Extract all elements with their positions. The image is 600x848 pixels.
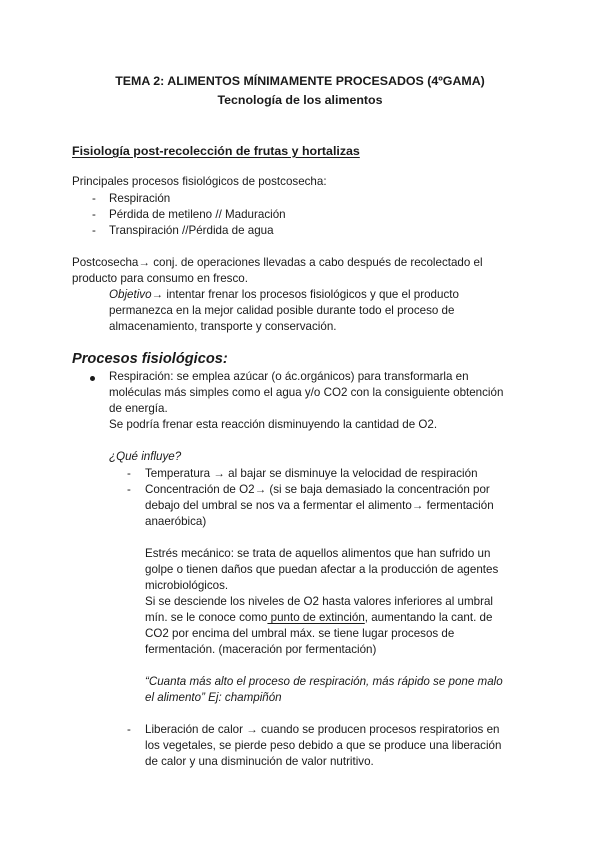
list-dash: - [92, 192, 96, 205]
list-item: Transpiración //Pérdida de agua [109, 224, 274, 237]
respiracion-line: Respiración: se emplea azúcar (o ác.orgánicos) para transformarla en [109, 370, 469, 383]
estres-line: Estrés mecánico: se trata de aquellos alimentos que han sufrido un [145, 547, 491, 560]
estres-line: microbiológicos. [145, 579, 229, 592]
estres-line: golpe o tienen daños que puedan afectar a la producción de agentes [145, 563, 499, 576]
quote-line: el alimento” Ej: champiñón [145, 691, 282, 704]
concentracion-line: Concentración de O2→ (si se baja demasiado la concentración por [145, 483, 490, 496]
co2-line: fermentación. (maceración por fermentación) [145, 643, 377, 656]
objetivo-line: almacenamiento, transporte y conservación. [109, 320, 337, 333]
extincion-post: , aumentando la cant. de [364, 611, 493, 624]
que-influye-label: ¿Qué influye? [109, 450, 182, 463]
calor-line: de calor y una disminución de valor nutritivo. [145, 755, 374, 768]
list-dash: - [92, 224, 96, 237]
respiracion-line: Se podría frenar esta reacción disminuyendo la cantidad de O2. [109, 418, 438, 431]
calor-line: los vegetales, se pierde peso debido a que se produce una liberación [145, 739, 502, 752]
temperatura-item: Temperatura → al bajar se disminuye la velocidad de respiración [145, 467, 478, 480]
calor-line: Liberación de calor → cuando se producen procesos respiratorios en [145, 723, 500, 736]
list-item: Respiración [109, 192, 171, 205]
document-title: TEMA 2: ALIMENTOS MÍNIMAMENTE PROCESADOS (4ºGAMA) [115, 74, 485, 88]
extincion-pre: mín. se le conoce como [145, 611, 268, 624]
list-dash: - [127, 467, 131, 480]
postcosecha-line: Postcosecha→ conj. de operaciones llevadas a cabo después de recolectado el [72, 256, 483, 269]
section-heading-fisiologia: Fisiología post-recolección de frutas y hortalizas [72, 144, 360, 158]
document-subtitle: Tecnología de los alimentos [217, 93, 383, 107]
respiracion-line: moléculas más simples como el agua y/o CO2 con la consiguiente obtención [109, 386, 504, 399]
objetivo-text: → intentar frenar los procesos fisiológicos y que el producto [151, 288, 459, 301]
list-item: Pérdida de metileno // Maduración [109, 208, 286, 221]
estres-line: Si se desciende los niveles de O2 hasta valores inferiores al umbral [145, 595, 493, 608]
objetivo-label: Objetivo [109, 288, 152, 301]
bullet-icon [90, 376, 95, 381]
extincion-line [145, 610, 492, 626]
intro-text: Principales procesos fisiológicos de postcosecha: [72, 175, 327, 188]
postcosecha-line: producto para consumo en fresco. [72, 272, 248, 285]
concentracion-line: anaeróbica) [145, 515, 207, 528]
objetivo-line: permanezca en la mejor calidad posible durante todo el proceso de [109, 304, 455, 317]
list-dash: - [127, 723, 131, 736]
list-dash: - [127, 483, 131, 496]
objetivo-line [109, 287, 459, 303]
list-dash: - [92, 208, 96, 221]
co2-line: CO2 por encima del umbral máx. se tiene lugar procesos de [145, 627, 455, 640]
section-heading-procesos: Procesos fisiológicos: [72, 351, 228, 367]
concentracion-line: debajo del umbral se nos va a fermentar el alimento→ fermentación [145, 499, 494, 512]
respiracion-line: de energía. [109, 402, 168, 415]
punto-extincion-term: punto de extinción [267, 611, 365, 624]
quote-line: “Cuanta más alto el proceso de respiración, más rápido se pone malo [145, 675, 503, 688]
